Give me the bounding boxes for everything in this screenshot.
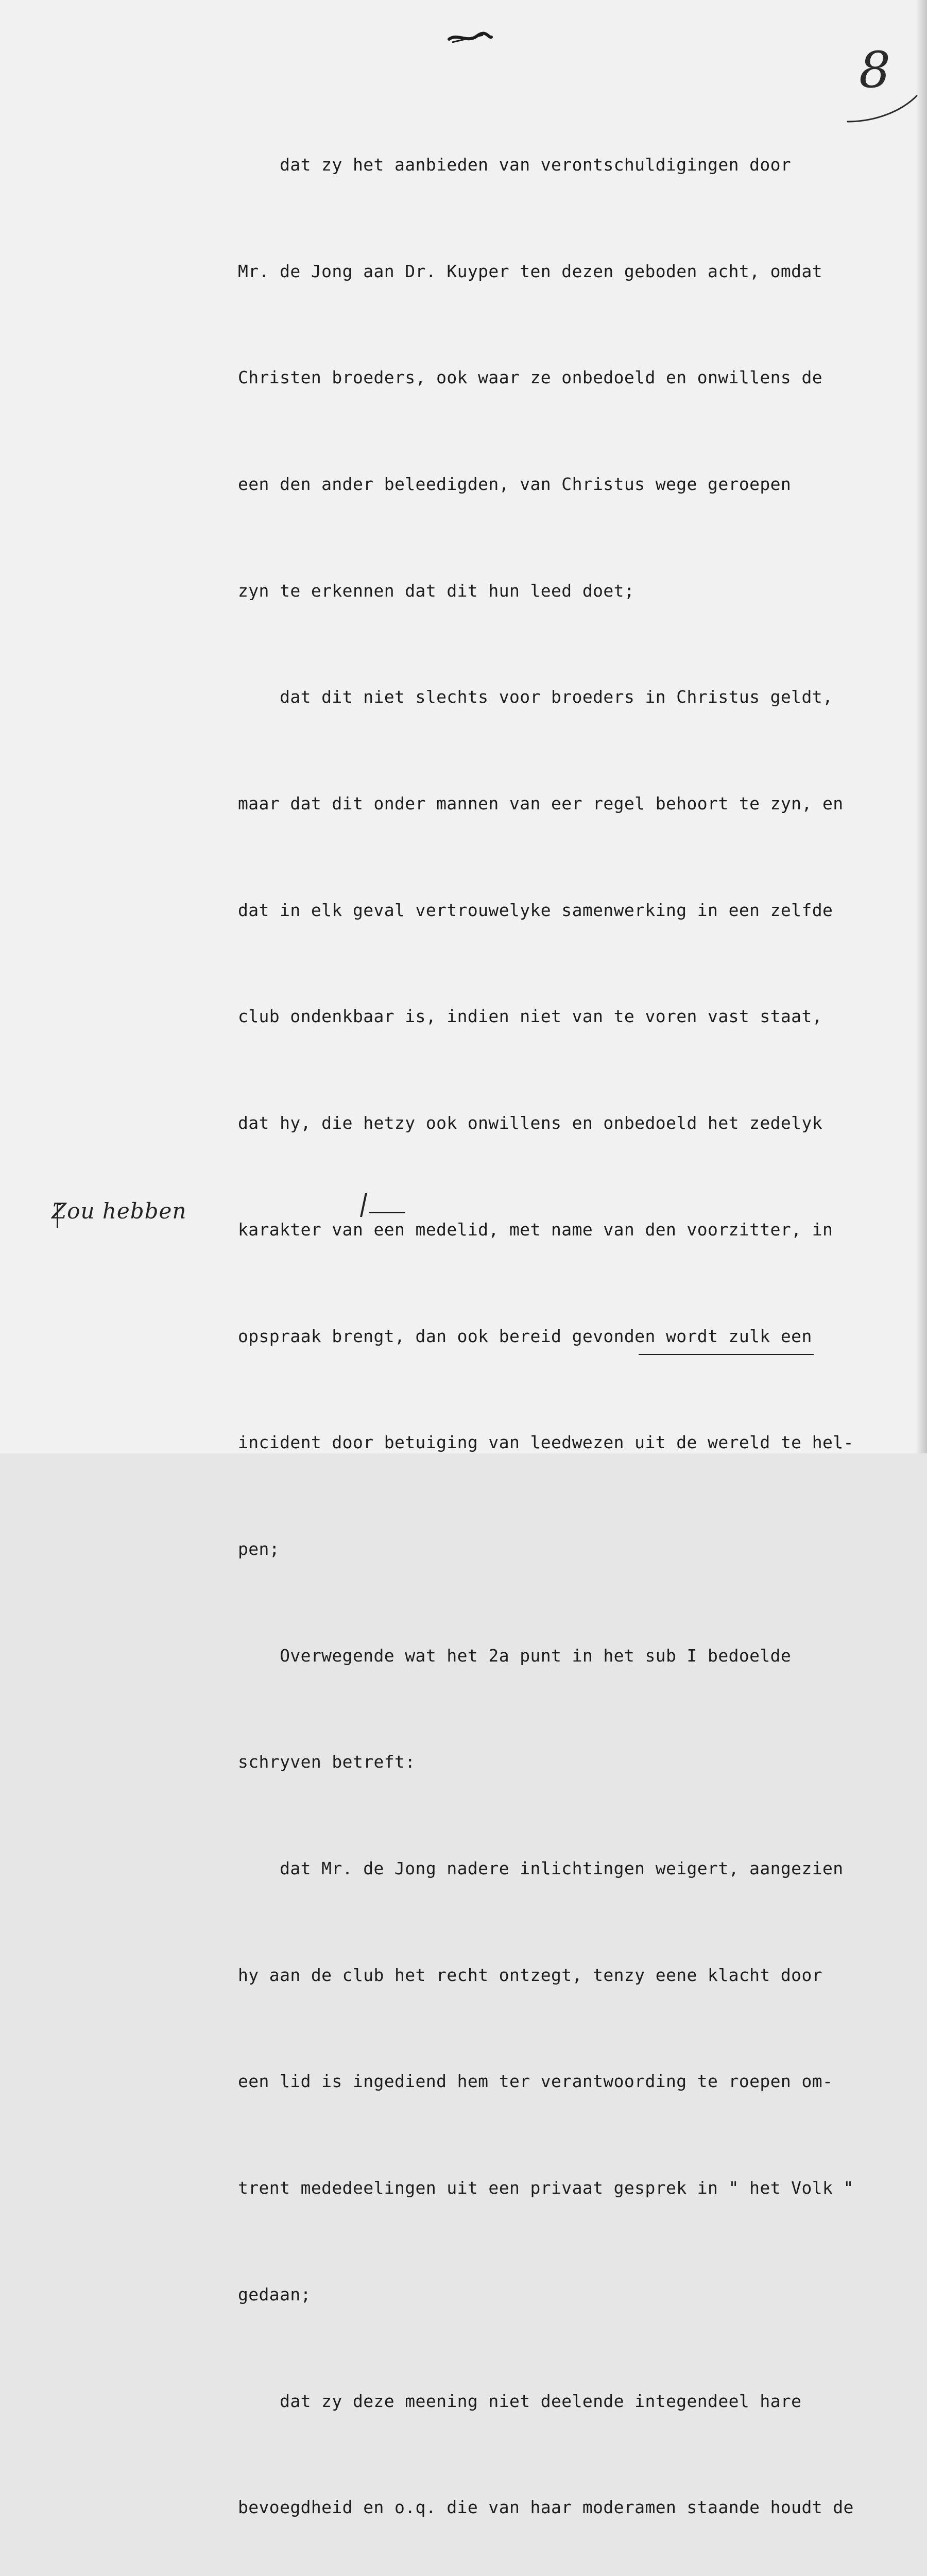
folio-number: 8 xyxy=(859,41,891,99)
text-line: zyn te erkennen dat dit hun leed doet; xyxy=(238,580,635,601)
text-line: opspraak brengt, dan ook bereid gevonden wordt zulk een xyxy=(238,1326,812,1346)
text-line: trent mededeelingen uit een privaat gesprek in " het Volk " xyxy=(238,2178,854,2198)
text-line: dat hy, die hetzy ook onwillens en onbedoeld het zedelyk xyxy=(238,1113,822,1133)
text-line: schryven betreft: xyxy=(238,1752,416,1772)
text-line: een lid is ingediend hem ter verantwoording te roepen om- xyxy=(238,2071,833,2092)
text-line: dat in elk geval vertrouwelyke samenwerking in een zelfde xyxy=(238,900,833,920)
text-line: pen; xyxy=(238,1538,280,1559)
text-line: Mr. de Jong aan Dr. Kuyper ten dezen geboden acht, omdat xyxy=(238,261,822,281)
page-edge-shadow xyxy=(916,0,927,1453)
strike-through-had xyxy=(369,1212,405,1213)
text-line: Christen broeders, ook waar ze onbedoeld en onwillens de xyxy=(238,367,822,388)
text-line: incident door betuiging van leedwezen uit de wereld te hel- xyxy=(238,1432,854,1453)
text-line: een den ander beleedigden, van Christus wege geroepen xyxy=(238,473,792,494)
strike-through-last-line xyxy=(639,1354,814,1355)
text-line: karakter van een medelid, met name van den voorzitter, in xyxy=(238,1219,833,1240)
text-line: gedaan; xyxy=(238,2284,311,2304)
typed-body xyxy=(238,76,892,2576)
margin-annotation: Zou hebben xyxy=(52,1198,187,1224)
text-line: bevoegdheid en o.q. die van haar moderamen staande houdt de xyxy=(238,2497,854,2518)
text-line: dat zy het aanbieden van verontschuldigingen door xyxy=(238,154,792,175)
text-line: dat dit niet slechts voor broeders in Christus geldt, xyxy=(238,687,833,707)
text-line: dat zy deze meening niet deelende integendeel hare xyxy=(238,2391,802,2411)
text-line: maar dat dit onder mannen van eer regel behoort te zyn, en xyxy=(238,793,844,814)
text-line: Overwegende wat het 2a punt in het sub I bedoelde xyxy=(238,1645,792,1666)
text-line: club ondenkbaar is, indien niet van te voren vast staat, xyxy=(238,1006,822,1027)
text-line: hy aan de club het recht ontzegt, tenzy eene klacht door xyxy=(238,1964,822,1985)
page-number-scribble xyxy=(447,29,493,46)
text-line: dat Mr. de Jong nadere inlichtingen weigert, aangezien xyxy=(238,1858,844,1879)
